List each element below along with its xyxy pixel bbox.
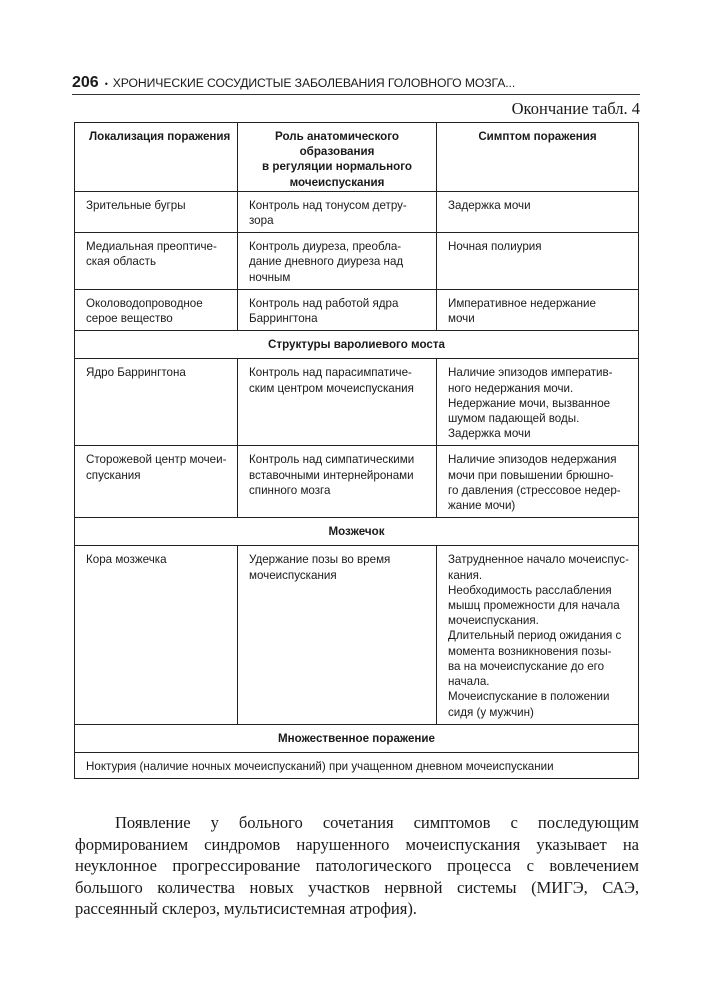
table-row [75, 446, 639, 518]
table-cell: Контроль над симпатическими вставочными интернейронами спинного мозга [238, 446, 437, 518]
header-divider [72, 94, 640, 95]
table-cell: Зрительные бугры [75, 191, 238, 232]
section-row-multiple [75, 724, 639, 752]
table-header-row [75, 123, 639, 192]
table-cell: Кора мозжечка [75, 546, 238, 724]
table-row [75, 289, 639, 330]
table-cell: Затрудненное начало мочеиспус- кания. Необходимость расслабления мышц промежности для начала мочеиспускания. Длительный период ожидания с момента возникновения позы- ва на мочеиспускание до его начала. Мочеиспускание в положении сидя (у мужчин) [437, 546, 639, 724]
table-row [75, 191, 639, 232]
page-number: 206 [72, 74, 99, 91]
table-cell: Наличие эпизодов недержания мочи при повышении брюшно- го давления (стрессовое недер- жание мочи) [437, 446, 639, 518]
section-row-cerebellum [75, 518, 639, 546]
symptom-table [74, 122, 639, 779]
header-bullet: • [104, 79, 108, 89]
table-cell: Контроль над тонусом детру- зора [238, 191, 437, 232]
section-row-pons [75, 331, 639, 359]
table-cell: Удержание позы во время мочеиспускания [238, 546, 437, 724]
section-title: Структуры варолиевого моста [75, 331, 639, 359]
body-paragraph: Появление у больного сочетания симптомов с последующим формированием синдромов нарушенного мочеиспускания указывает на неуклонное прогрессирование патологического процесса с вовлечением большого количества новых участков нервной системы (МИГЭ, САЭ, рассеянный склероз, мультисистемная атрофия). [75, 813, 639, 919]
table-cell: Императивное недержание мочи [437, 289, 639, 330]
column-header-symptom: Симптом поражения [437, 123, 639, 192]
table-row [75, 233, 639, 290]
table-cell: Контроль над парасимпатиче- ским центром мочеиспускания [238, 359, 437, 446]
table-cell: Наличие эпизодов императив- ного недержания мочи. Недержание мочи, вызванное шумом падающей воды. Задержка мочи [437, 359, 639, 446]
table-cell: Медиальная преоптиче- ская область [75, 233, 238, 290]
table-caption: Окончание табл. 4 [511, 99, 640, 118]
running-title: ХРОНИЧЕСКИЕ СОСУДИСТЫЕ ЗАБОЛЕВАНИЯ ГОЛОВНОГО МОЗГА... [112, 76, 516, 90]
table-cell: Сторожевой центр мочеи- спускания [75, 446, 238, 518]
column-header-role: Роль анатомического образования в регуляции нормального мочеиспускания [238, 123, 437, 192]
table-cell: Контроль диуреза, преобла- дание дневного диуреза над ночным [238, 233, 437, 290]
table-cell: Околоводопроводное серое вещество [75, 289, 238, 330]
section-title: Множественное поражение [75, 724, 639, 752]
table-cell: Ночная полиурия [437, 233, 639, 290]
running-header [72, 74, 640, 92]
table-cell: Контроль над работой ядра Баррингтона [238, 289, 437, 330]
table-cell: Задержка мочи [437, 191, 639, 232]
column-header-localization: Локализация поражения [75, 123, 238, 192]
section-title: Мозжечок [75, 518, 639, 546]
table-row [75, 359, 639, 446]
table-row [75, 546, 639, 724]
table-row [75, 752, 639, 778]
table-cell-full-width: Ноктурия (наличие ночных мочеиспусканий) при учащенном дневном мочеиспускании [75, 752, 639, 778]
table-cell: Ядро Баррингтона [75, 359, 238, 446]
